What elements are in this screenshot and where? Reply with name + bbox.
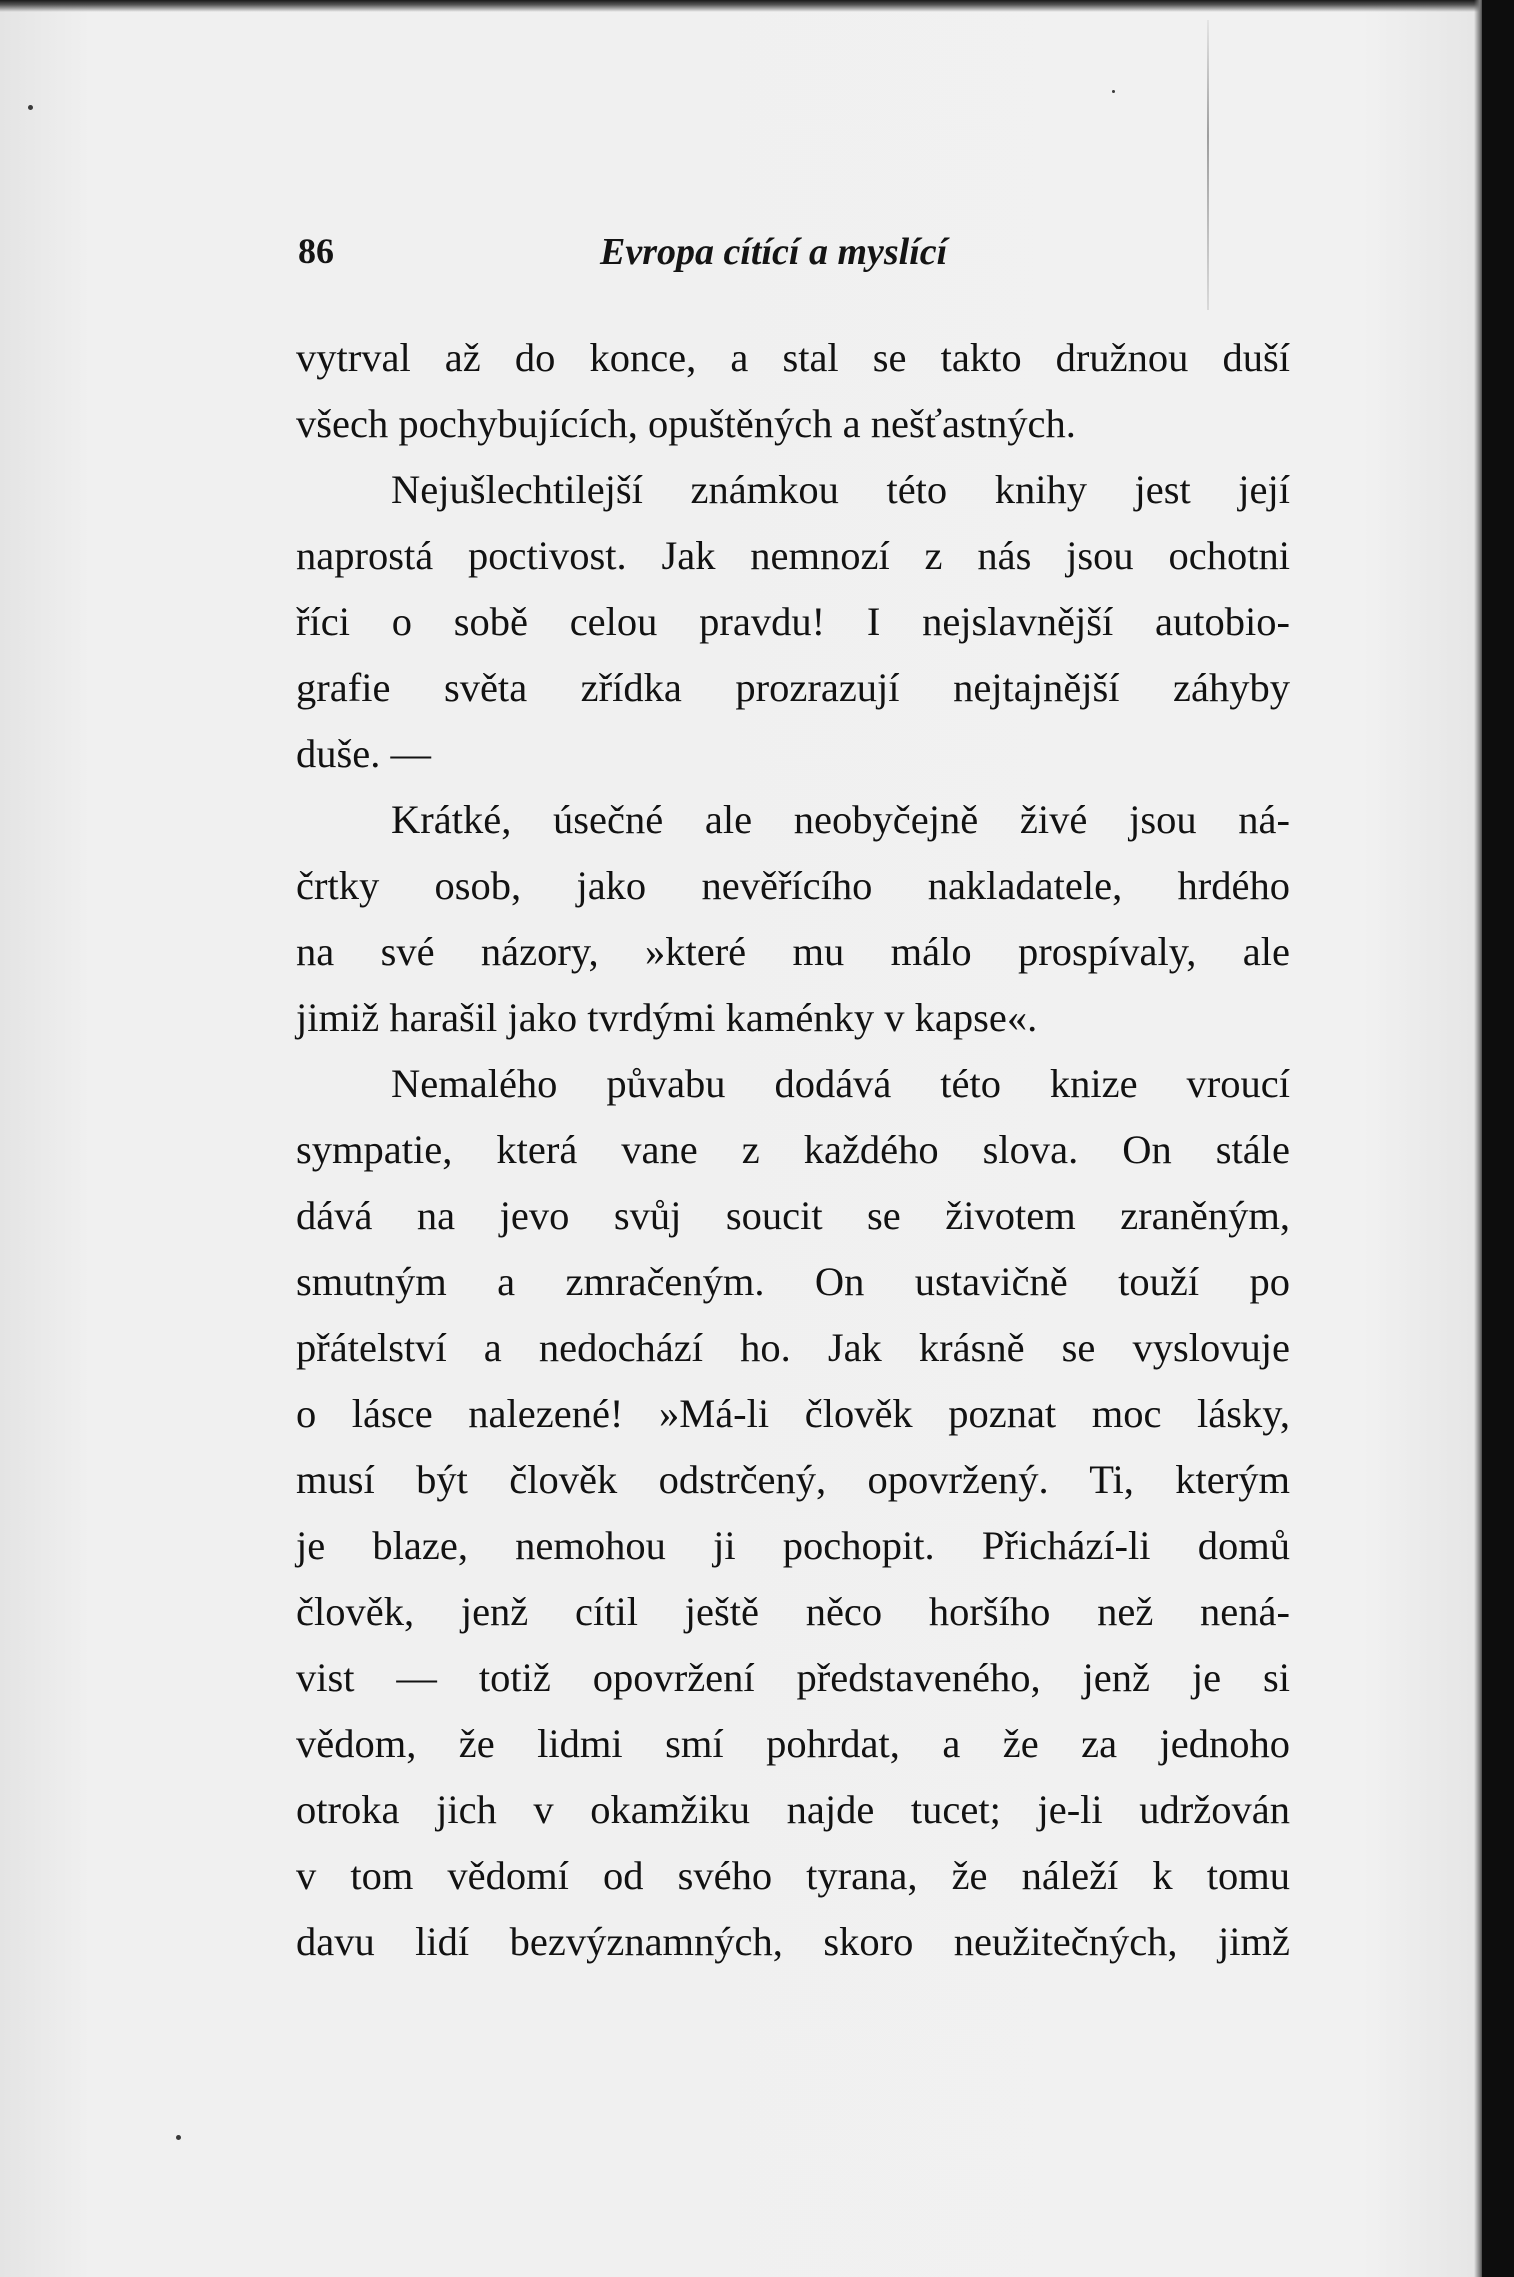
text-line: duše. —	[296, 731, 431, 776]
page-number: 86	[298, 231, 334, 271]
text-line: člověk, jenž cítil ještě něco horšího než nená-	[296, 1589, 1290, 1634]
text-line: Nejušlechtilejší známkou této knihy jest její	[391, 467, 1290, 512]
paragraph	[296, 325, 1290, 457]
paper-speck	[28, 105, 33, 110]
paragraph	[296, 457, 1290, 787]
paper-speck	[1112, 90, 1115, 93]
text-line: je blaze, nemohou ji pochopit. Přichází-li domů	[296, 1523, 1290, 1568]
text-line: Nemalého půvabu dodává této knize vroucí	[391, 1061, 1290, 1106]
text-line: vist — totiž opovržení představeného, jenž je si	[296, 1655, 1290, 1700]
text-line: musí být člověk odstrčený, opovržený. Ti, kterým	[296, 1457, 1290, 1502]
running-title: Evropa cítící a myslící	[600, 231, 948, 273]
scan-binding-edge	[1482, 0, 1514, 2277]
text-line: sympatie, která vane z každého slova. On stále	[296, 1127, 1290, 1172]
text-line: na své názory, »které mu málo prospívaly, ale	[296, 929, 1290, 974]
text-line: naprostá poctivost. Jak nemnozí z nás jsou ochotni	[296, 533, 1290, 578]
text-line: smutným a zmračeným. On ustavičně touží po	[296, 1259, 1290, 1304]
text-line: jimiž harašil jako tvrdými kaménky v kapse«.	[296, 995, 1038, 1040]
scan-top-edge	[0, 0, 1514, 12]
text-line: grafie světa zřídka prozrazují nejtajnější záhyby	[296, 665, 1290, 710]
text-line: v tom vědomí od svého tyrana, že náleží k tomu	[296, 1853, 1290, 1898]
text-line: o lásce nalezené! »Má-li člověk poznat moc lásky,	[296, 1391, 1290, 1436]
text-line: všech pochybujících, opuštěných a nešťastných.	[296, 401, 1076, 446]
text-line: Krátké, úsečné ale neobyčejně živé jsou ná-	[391, 797, 1290, 842]
text-line: říci o sobě celou pravdu! I nejslavnější autobio-	[296, 599, 1290, 644]
page-header	[298, 230, 1288, 290]
paragraph	[296, 787, 1290, 1051]
paragraph	[296, 1051, 1290, 1975]
text-line: črtky osob, jako nevěřícího nakladatele, hrdého	[296, 863, 1290, 908]
text-line: otroka jich v okamžiku najde tucet; je-li udržován	[296, 1787, 1290, 1832]
text-line: vědom, že lidmi smí pohrdat, a že za jednoho	[296, 1721, 1290, 1766]
text-line: dává na jevo svůj soucit se životem zraněným,	[296, 1193, 1290, 1238]
text-line: davu lidí bezvýznamných, skoro neužitečných, jimž	[296, 1919, 1290, 1964]
paper-speck	[176, 2135, 181, 2140]
text-line: přátelství a nedochází ho. Jak krásně se vyslovuje	[296, 1325, 1290, 1370]
body-text	[296, 325, 1290, 1975]
text-line: vytrval až do konce, a stal se takto družnou duší	[296, 335, 1290, 380]
